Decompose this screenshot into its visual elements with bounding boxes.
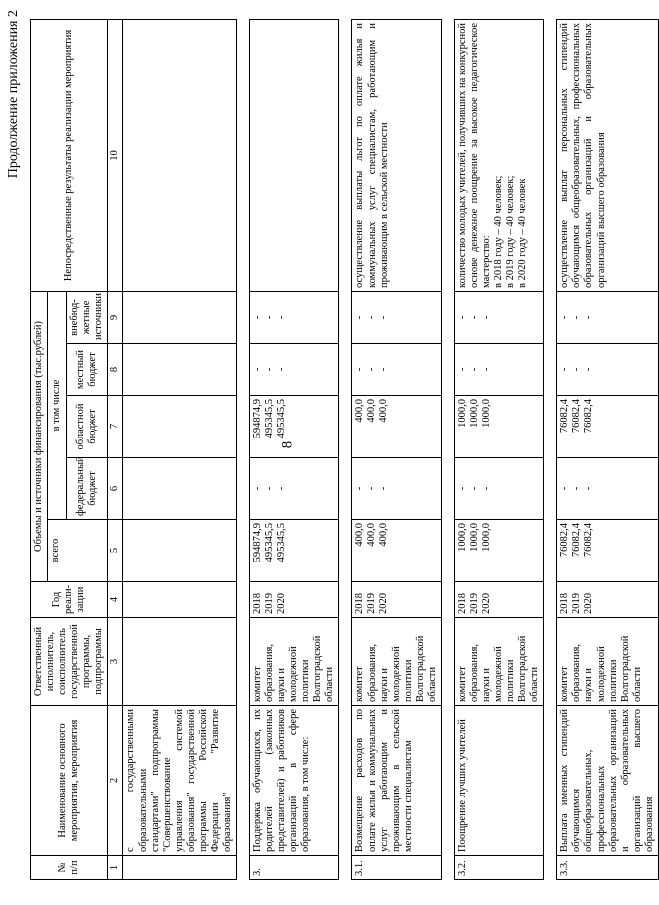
col-number: 3 (108, 618, 123, 706)
regional-amounts-value: 1000,0 (468, 399, 480, 428)
implementation-years-value: 2020 (276, 593, 287, 614)
implementation-years (250, 582, 339, 618)
table-row (454, 19, 543, 879)
federal-amounts-value: - (480, 486, 492, 491)
extra-amounts-value: - (456, 315, 468, 320)
col-number: 7 (108, 396, 123, 458)
responsible-executor: комитет образования, науки и молодежной политики Волгоградской области (454, 618, 543, 706)
total-amounts-value: 76082,4 (559, 523, 571, 558)
table-row (352, 19, 441, 879)
extra-amounts-value: - (559, 315, 571, 320)
regional-amounts-value: 594874,9 (252, 399, 263, 439)
row-number: 3.2. (454, 856, 543, 880)
local-amounts (557, 344, 659, 396)
header-name: Наименование основного мероприятия, мероприятия (31, 706, 108, 856)
federal-amounts-value: - (583, 486, 595, 491)
implementation-years-value: 2019 (366, 593, 378, 614)
regional-amounts-value: 495345,5 (264, 399, 275, 439)
regional-amounts (250, 396, 339, 458)
total-amounts-value: 400,0 (378, 523, 390, 547)
regional-amounts-value: 76082,4 (571, 399, 583, 434)
total-amounts (557, 520, 659, 582)
extra-amounts-value: - (480, 315, 492, 320)
header-regional: областной бюджет (67, 396, 108, 458)
expected-result (454, 19, 543, 291)
responsible-executor: комитет образования, науки и молодежной политики Волгоградской области (352, 618, 441, 706)
local-amounts (352, 344, 441, 396)
local-amounts-value: - (456, 367, 468, 372)
implementation-years-value: 2018 (456, 593, 468, 614)
extra-amounts-value: - (468, 315, 480, 320)
federal-amounts (454, 458, 543, 520)
implementation-years-value: 2019 (468, 593, 480, 614)
total-amounts (454, 520, 543, 582)
local-amounts-value: - (583, 367, 595, 372)
total-amounts-value: 495345,5 (276, 523, 287, 563)
total-amounts-value: 1000,0 (456, 523, 468, 552)
column-numbers-row (108, 19, 123, 879)
local-amounts-value: - (264, 367, 275, 372)
result-line: в 2019 году – 40 человек; (505, 175, 517, 288)
header-funding: Объемы и источники финансирования (тыс.рублей) (31, 291, 48, 581)
responsible-executor: комитет образования, науки и молодежной политики Волгоградской области (250, 618, 339, 706)
extra-amounts (454, 291, 543, 343)
local-amounts-value: - (480, 367, 492, 372)
total-amounts (250, 520, 339, 582)
total-amounts-value: 400,0 (354, 523, 366, 547)
col-number: 5 (108, 520, 123, 582)
header-local: местный бюджет (67, 344, 108, 396)
total-amounts-value: 1000,0 (480, 523, 492, 552)
extra-amounts (557, 291, 659, 343)
row-number: 3. (250, 856, 339, 880)
header-results: Непосредственные результаты реализации мероприятия (31, 19, 108, 291)
regional-amounts (352, 396, 441, 458)
implementation-years-value: 2020 (378, 593, 390, 614)
row-number: 3.3. (557, 856, 659, 880)
extra-amounts-value: - (354, 315, 366, 320)
regional-amounts-value: 495345,5 (276, 399, 287, 439)
spacer-row (237, 19, 250, 879)
federal-amounts-value: - (354, 486, 366, 491)
continuation-text: с государственными образовательными стандартами" подпрограммы "Совершенствование управления системой образования" государственной программы Российской Федерации "Развитие образования" (123, 706, 237, 856)
table-body (237, 19, 659, 879)
header-num: № п/п (31, 856, 108, 880)
federal-amounts-value: - (276, 486, 287, 491)
regional-amounts-value: 400,0 (378, 399, 390, 423)
col-number: 6 (108, 458, 123, 520)
extra-amounts-value: - (378, 315, 390, 320)
header-total: всего (48, 520, 108, 582)
regional-amounts-value: 400,0 (366, 399, 378, 423)
page-number: 8 (279, 440, 296, 449)
federal-amounts (352, 458, 441, 520)
local-amounts-value: - (354, 367, 366, 372)
federal-amounts-value: - (252, 486, 263, 491)
implementation-years-value: 2020 (583, 593, 595, 614)
extra-amounts-value: - (252, 315, 263, 320)
extra-amounts (352, 291, 441, 343)
funding-table (30, 19, 659, 880)
header-federal: федеральный бюджет (67, 458, 108, 520)
local-amounts (250, 344, 339, 396)
regional-amounts (454, 396, 543, 458)
col-number: 1 (108, 856, 123, 880)
total-amounts-value: 495345,5 (264, 523, 275, 563)
regional-amounts (557, 396, 659, 458)
regional-amounts-value: 76082,4 (583, 399, 595, 434)
local-amounts-value: - (252, 367, 263, 372)
implementation-years-value: 2018 (354, 593, 366, 614)
header-extra: внебюд-жетные источники (67, 291, 108, 343)
responsible-executor: комитет образования, науки и молодежной политики Волгоградской области (557, 618, 659, 706)
measure-name: Поощрение лучших учителей (454, 706, 543, 856)
expected-result (352, 19, 441, 291)
implementation-years-value: 2020 (480, 593, 492, 614)
table-row (557, 19, 659, 879)
regional-amounts-value: 400,0 (354, 399, 366, 423)
col-number: 9 (108, 291, 123, 343)
federal-amounts-value: - (378, 486, 390, 491)
federal-amounts-value: - (571, 486, 583, 491)
extra-amounts-value: - (583, 315, 595, 320)
extra-amounts (250, 291, 339, 343)
result-text: осуществление выплаты льгот по оплате жилья и коммунальных услуг специалистам, работающим и проживающим в сельской местности (354, 22, 390, 288)
result-text: количество молодых учителей, получивших на конкурсной основе денежное поощрение за высокое педагогическое мастерство: (456, 22, 492, 288)
implementation-years-value: 2019 (571, 593, 583, 614)
total-amounts-value: 594874,9 (252, 523, 263, 563)
federal-amounts (557, 458, 659, 520)
col-number: 8 (108, 344, 123, 396)
measure-name: Поддержка обучающихся, их родителей (законных представителей) и работников организаций в сфере образования, в том числе: (250, 706, 339, 856)
local-amounts (454, 344, 543, 396)
extra-amounts-value: - (276, 315, 287, 320)
total-amounts-value: 76082,4 (571, 523, 583, 558)
local-amounts-value: - (468, 367, 480, 372)
total-amounts-value: 76082,4 (583, 523, 595, 558)
implementation-years (454, 582, 543, 618)
spacer-row (339, 19, 352, 879)
expected-result (250, 19, 339, 291)
col-number: 2 (108, 706, 123, 856)
implementation-years (352, 582, 441, 618)
regional-amounts-value: 1000,0 (456, 399, 468, 428)
measure-name: Возмещение расходов по оплате жилья и коммунальных услуг работающим и проживающим в сельской местности специалистам (352, 706, 441, 856)
total-amounts-value: 1000,0 (468, 523, 480, 552)
local-amounts-value: - (571, 367, 583, 372)
regional-amounts-value: 76082,4 (559, 399, 571, 434)
implementation-years (557, 582, 659, 618)
federal-amounts-value: - (468, 486, 480, 491)
federal-amounts-value: - (366, 486, 378, 491)
header-including: в том числе (48, 291, 67, 519)
result-line: в 2018 году – 40 человек; (493, 175, 505, 288)
header-year: Год реали-зации (31, 582, 108, 618)
local-amounts-value: - (276, 367, 287, 372)
regional-amounts-value: 1000,0 (480, 399, 492, 428)
total-amounts (352, 520, 441, 582)
result-line: в 2020 году – 40 человек (517, 178, 529, 288)
total-amounts-value: 400,0 (366, 523, 378, 547)
expected-result (557, 19, 659, 291)
row-number: 3.1. (352, 856, 441, 880)
federal-amounts-value: - (264, 486, 275, 491)
continuation-row (123, 19, 237, 879)
implementation-years-value: 2019 (264, 593, 275, 614)
federal-amounts-value: - (559, 486, 571, 491)
continuation-title: Продолжение приложения 2 (6, 10, 21, 179)
spacer-row (544, 19, 557, 879)
local-amounts-value: - (559, 367, 571, 372)
spacer-row (441, 19, 454, 879)
extra-amounts-value: - (366, 315, 378, 320)
local-amounts-value: - (366, 367, 378, 372)
local-amounts-value: - (378, 367, 390, 372)
federal-amounts (250, 458, 339, 520)
col-number: 4 (108, 582, 123, 618)
extra-amounts-value: - (264, 315, 275, 320)
measure-name: Выплата именных стипендий обучающимся общеобразовательных, профессиональных образовательных организаций и образовательных организаций высшего образования (557, 706, 659, 856)
federal-amounts-value: - (456, 486, 468, 491)
table-row (250, 19, 339, 879)
header-responsible: Ответственный исполнитель, соисполнитель государственной программы, подпрограммы (31, 618, 108, 706)
result-text: осуществление выплат персональных стипендий обучающимся общеобразовательных, профессиональных образовательных организаций и образовательных организаций высшего образования (559, 22, 607, 288)
implementation-years-value: 2018 (252, 593, 263, 614)
implementation-years-value: 2018 (559, 593, 571, 614)
extra-amounts-value: - (571, 315, 583, 320)
col-number: 10 (108, 19, 123, 291)
